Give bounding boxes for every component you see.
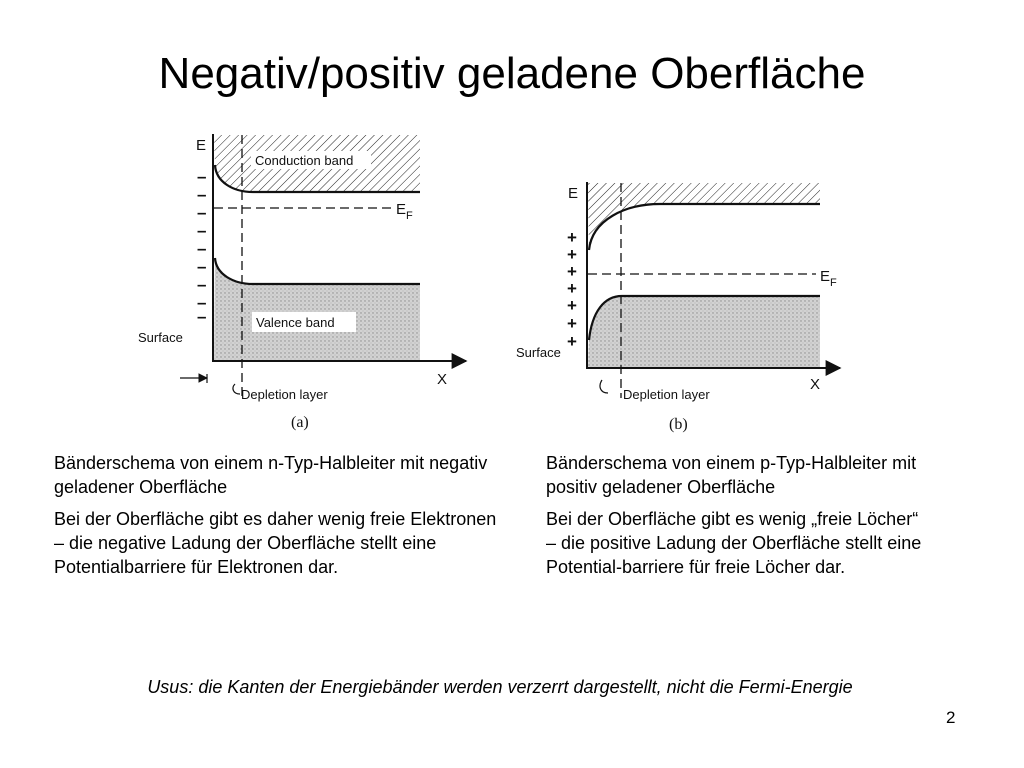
surface-label: Surface [516,345,561,360]
surface-charge: – [197,239,207,258]
surface-charge: + [567,228,577,247]
energy-axis-label: E [196,137,207,154]
valence-band-fill [214,258,420,360]
description-right-body: Bei der Oberfläche gibt es wenig „freie Löcher“ – die positive Ladung der Oberfläche stellt eine Potential-barriere für freie Löcher dar. [546,509,922,577]
surface-charge: – [197,167,207,186]
depletion-bracket [233,384,240,394]
depletion-bracket [600,380,608,393]
surface-charge: – [197,203,207,222]
description-left-body: Bei der Oberfläche gibt es daher wenig freie Elektronen – die negative Ladung der Oberfläche stellt eine Potentialbarriere für Elektronen dar. [54,509,497,577]
depletion-layer-label: Depletion layer [623,387,710,402]
page-number: 2 [946,708,956,727]
surface-label: Surface [138,330,183,345]
surface-charge: + [567,262,577,281]
usage-note: Usus: die Kanten der Energiebänder werden verzerrt dargestellt, nicht die Fermi-Energie [147,677,853,697]
depletion-layer-label: Depletion layer [241,387,328,402]
surface-charge: – [197,257,207,276]
conduction-band-label: Conduction band [255,153,354,168]
surface-charge: + [567,296,577,315]
surface-charges [567,228,577,351]
description-right-heading: Bänderschema von einem p-Typ-Halbleiter mit positiv geladener Oberfläche [546,453,917,497]
fermi-level-label: $E_F$ [820,268,837,289]
conduction-band-fill [588,183,820,250]
surface-charge: – [197,221,207,240]
description-right [546,451,926,587]
surface-charge: + [567,245,577,264]
surface-charge: – [197,185,207,204]
surface-charges [197,167,206,326]
conduction-band-edge [589,204,820,250]
surface-charge: – [197,275,207,294]
diagram-a-caption: (a) [291,414,309,431]
surface-charge: – [197,293,207,312]
valence-band-label: Valence band [256,315,335,330]
fermi-level-label: $E_F$ [396,201,413,222]
valence-band-fill [588,296,820,368]
description-left-heading: Bänderschema von einem n-Typ-Halbleiter mit negativ geladener Oberfläche [54,453,488,497]
diagram-b-caption: (b) [669,416,688,433]
distance-axis-label: X [437,371,448,388]
energy-axis-label: E [568,185,579,202]
surface-charge: + [567,314,577,333]
description-left [54,451,499,587]
surface-charge: + [567,279,577,298]
valence-band-edge [215,258,420,284]
diagram-b [516,182,840,433]
surface-charge: + [567,332,577,351]
distance-axis-label: X [810,376,821,393]
slide-title: Negativ/positiv geladene Oberfläche [158,49,866,98]
diagram-a [138,134,466,431]
surface-charge: – [197,307,207,326]
